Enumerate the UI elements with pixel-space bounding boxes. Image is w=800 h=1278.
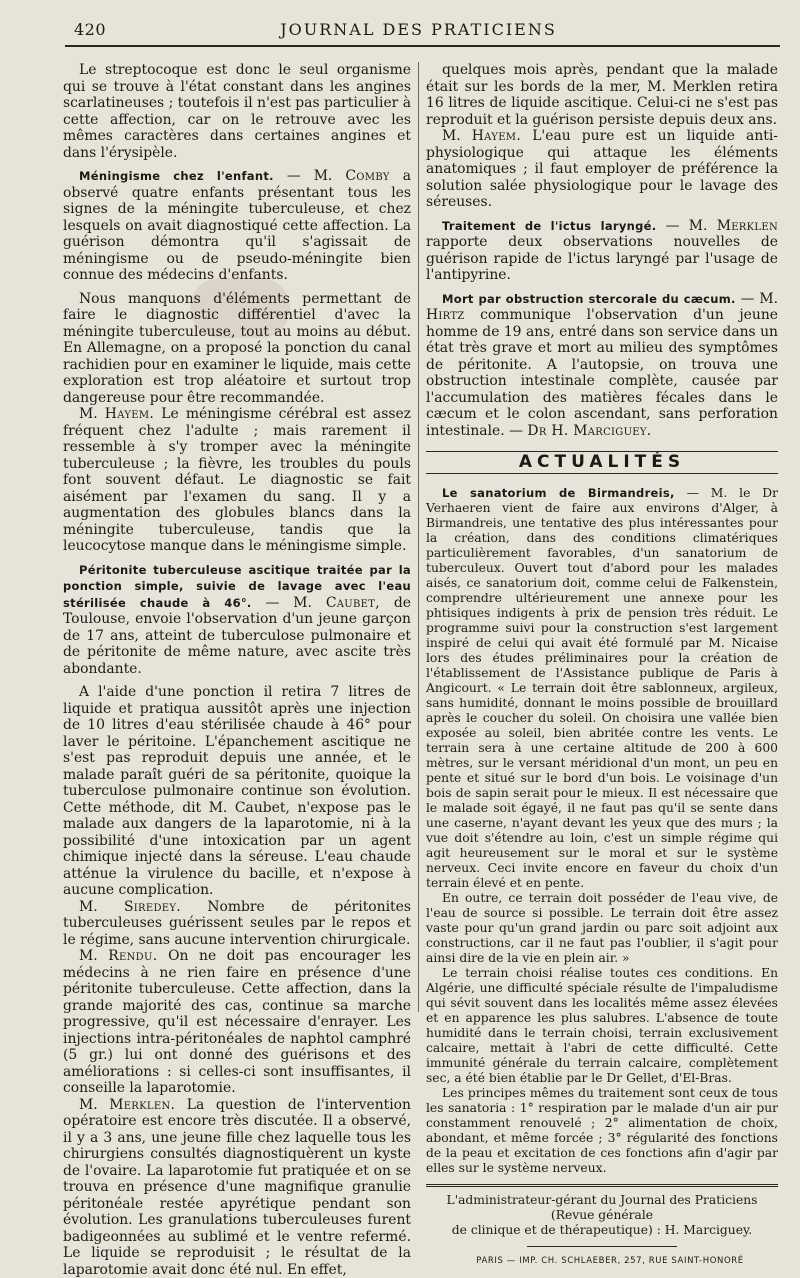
page-number: 420 <box>74 20 106 39</box>
paragraph-body: On ne doit pas encourager les médecins à ne rien faire en présence d'une péritonite tuberculeuse. Cette affection, dans la grande majorité des cas, continue sa marche progressive, qu'il est nécessaire d'enrayer. Les injections intra-péritonéales de naphtol camphré (5 gr.) lui ont donné des guérisons et des améliorations : si celles-ci sont insuffisantes, il conseille la laparotomie. <box>63 948 411 1096</box>
printer-imprint: PARIS — IMP. CH. SCHLAEBER, 257, RUE SAINT-HONORÉ <box>426 1253 778 1270</box>
section-lede: Traitement de l'ictus laryngé. <box>442 219 656 233</box>
author-name: Rendu. <box>108 948 157 964</box>
actualites-block <box>426 486 778 1176</box>
paragraph: quelques mois après, pendant que la malade était sur les bords de la mer, M. Merklen retira 16 litres de liquide ascitique. Celui-ci ne s'est pas reproduit et la guérison persiste depuis deux ans. <box>426 62 778 128</box>
printer-rule <box>527 1246 677 1247</box>
paragraph-meningisme: Méningisme chez l'enfant. — M. Comby a observé quatre enfants présentant tous les signes de la méningite tuberculeuse, et chez lesquels on avait diagnostiqué cette affection. La guérison démontra qu'il s'agissait de méningisme ou de pseudo-méningite bien connue des médecins d'enfants. <box>63 168 411 284</box>
author-name: Caubet, <box>326 595 380 611</box>
journal-title: JOURNAL DES PRATICIENS <box>62 20 775 39</box>
paragraph: En outre, ce terrain doit posséder de l'eau vive, de l'eau de source si possible. Le terrain doit être assez vaste pour qu'un grand jardin ou parc soit adjoint aux constructions, car il ne faut pas l'oublier, il s'agit pour ainsi dire de la vie en plein air. » <box>426 891 778 966</box>
paragraph-hayem: M. Hayem. Le méningisme cérébral est assez fréquent chez l'adulte ; mais rarement il ressemble à s'y tromper avec la méningite tuberculeuse ; la fièvre, les troubles du pouls font souvent défaut. Le diagnostic se fait aisément par l'examen du sang. Il y a augmentation des globules blancs dans la méningite tuberculeuse, tandis que la leucocytose manque dans le méningisme simple. <box>63 406 411 555</box>
paragraph: Nous manquons d'éléments permettant de faire le diagnostic différentiel d'avec la méningite tuberculeuse, tout au moins au début. En Allemagne, on a proposé la ponction du canal rachidien pour en examiner le liquide, mais cette exploration est trop aléatoire et surtout trop dangereuse pour être recommandée. <box>63 291 411 407</box>
author-name: Siredey. <box>124 899 181 915</box>
paragraph-body: de Toulouse, envoie l'observation d'un jeune garçon de 17 ans, atteint de tuberculose pulmonaire et de péritonite de même nature, avec ascite très abondante. <box>63 595 411 677</box>
page-header <box>62 18 775 44</box>
paragraph-ictus: Traitement de l'ictus laryngé. — M. Merklen rapporte deux observations nouvelles de guérison rapide de l'ictus laryngé par l'usage de l'antipyrine. <box>426 218 778 284</box>
paragraph-body: Nombre de péritonites tuberculeuses guérissent seules par le repos et le régime, sans aucune intervention chirurgicale. <box>63 899 411 948</box>
paragraph-rendu: M. Rendu. On ne doit pas encourager les médecins à ne rien faire en présence d'une péritonite tuberculeuse. Cette affection, dans la grande majorité des cas, continue sa marche progressive, qu'il est nécessaire d'enrayer. Les injections intra-péritonéales de naphtol camphré (5 gr.) lui ont donné des guérisons et des améliorations : si celles-ci sont insuffisantes, il conseille la laparotomie. <box>63 948 411 1097</box>
paragraph: Les principes mêmes du traitement sont ceux de tous les sanatoria : 1° respiration par le malade d'un air pur constamment renouvelé ; 2° alimentation de choix, abondant, et même forcée ; 3° régularité des fonctions de la peau et excitation de ces fonctions afin d'agir par elles sur le système nerveux. <box>426 1086 778 1176</box>
section-lede: Mort par obstruction stercorale du cæcum. <box>442 292 736 306</box>
author-name: Hirtz <box>426 307 465 323</box>
author-name: Hayem. <box>472 128 521 144</box>
paragraph-body: a observé quatre enfants présentant tous les signes de la méningite tuberculeuse, et chez lesquels on avait diagnostiqué cette affection. La guérison démontra qu'il s'agissait de méningisme ou de pseudo-méningite bien connue des médecins d'enfants. <box>63 168 411 283</box>
paragraph-body: La question de l'intervention opératoire est encore très discutée. Il a observé, il y a 3 ans, une jeune fille chez laquelle tous les chirurgiens consultés diagnostiquèrent un kyste de l'ovaire. La laparotomie fut pratiquée et on se trouva en présence d'une magnifique granulie péritonéale restée apyrétique pendant son évolution. Les granulations tuberculeuses furent badigeonnées au sublimé et le ventre refermé. Le liquide se reproduisit ; le résultat de la laparotomie avait donc été nul. En effet, <box>63 1097 411 1278</box>
paragraph-obstruction: Mort par obstruction stercorale du cæcum. — M. Hirtz communique l'observation d'un jeune homme de 19 ans, entré dans son service dans un état très grave et mort au milieu des symptômes de péritonite. A l'autopsie, on trouva une obstruction intestinale complète, causée par l'accumulation des matières fécales dans le cæcum et le colon ascendant, sans perforation intestinale. — Dr H. Marciguey. <box>426 291 778 440</box>
paragraph: A l'aide d'une ponction il retira 7 litres de liquide et pratiqua aussitôt après une injection de 10 litres d'eau stérilisée chaude à 46° pour laver le péritoine. L'épanchement ascitique ne s'est pas reproduit depuis une année, et le malade paraît guéri de sa péritonite, quoique la tuberculose pulmonaire continue son évolution. Cette méthode, dit M. Caubet, n'expose pas le malade aux dangers de la laparotomie, ni à la possibilité d'une intoxication par un agent chimique injecté dans la séreuse. L'eau chaude atténue la virulence du bacille, et n'expose à aucune complication. <box>63 684 411 899</box>
paragraph-body: L'eau pure est un liquide anti-physiologique qui attaque les éléments anatomiques ; il faut employer de préférence la solution salée physiologique pour le lavage des séreuses. <box>426 128 778 210</box>
administrator-line: L'administrateur-gérant du Journal des Praticiens (Revue générale <box>426 1193 778 1223</box>
paragraph-merklen: M. Merklen. La question de l'intervention opératoire est encore très discutée. Il a observé, il y a 3 ans, une jeune fille chez laquelle tous les chirurgiens consultés diagnostiquèrent un kyste de l'ovaire. La laparotomie fut pratiquée et on se trouva en présence d'une magnifique granulie péritonéale restée apyrétique pendant son évolution. Les granulations tuberculeuses furent badigeonnées au sublimé et le ventre refermé. Le liquide se reproduisit ; le résultat de la laparotomie avait donc été nul. En effet, <box>63 1097 411 1278</box>
paragraph-body: rapporte deux observations nouvelles de guérison rapide de l'ictus laryngé par l'usage de l'antipyrine. <box>426 234 778 283</box>
paragraph: Le terrain choisi réalise toutes ces conditions. En Algérie, une difficulté spéciale résulte de l'impaludisme qui sévit souvent dans les localités même assez élevées et en apparence les plus salubres. L'absence de toute humidité dans le terrain choisi, terrain exclusivement calcaire, mettait à l'abri de cette difficulté. Cette immunité générale du terrain calcaire, complètement sec, a été bien établie par le Dr Gellet, d'El-Bras. <box>426 966 778 1086</box>
paragraph: Le streptocoque est donc le seul organisme qui se trouve à l'état constant dans les angines scarlatineuses ; toutefois il n'est pas particulier à cette affection, car on le retrouve avec les mêmes caractères dans certaines angines et dans l'érysipèle. <box>63 62 411 161</box>
right-column <box>426 62 778 1012</box>
paragraph-siredey: M. Siredey. Nombre de péritonites tuberculeuses guérissent seules par le repos et le régime, sans aucune intervention chirurgicale. <box>63 899 411 949</box>
author-name: Hayem. <box>105 406 154 422</box>
signature: Dr H. Marciguey. <box>527 423 651 439</box>
column-divider <box>418 62 419 1012</box>
paragraph-body: Le méningisme cérébral est assez fréquent chez l'adulte ; mais rarement il ressemble à s'y tromper avec la méningite tuberculeuse ; la fièvre, les troubles du pouls font souvent défaut. Le diagnostic se fait aisément par l'examen du sang. Il y a augmentation des globules blancs dans la méningite tuberculeuse, tandis que la leucocytose manque dans le méningisme simple. <box>63 406 411 554</box>
footer-rule <box>426 1184 778 1187</box>
section-lede: Méningisme chez l'enfant. <box>79 169 274 183</box>
author-name: Merklen <box>717 218 778 234</box>
author-name: Merklen. <box>109 1097 175 1113</box>
paragraph-sanatorium <box>426 486 778 891</box>
section-lede: Péritonite tuberculeuse ascitique traitée par la ponction simple, suivie de lavage avec l'eau stérilisée chaude à 46°. <box>63 563 411 610</box>
paragraph-body: — M. le Dr Verhaeren vient de faire aux environs d'Alger, à Birmandreis, une tentative des plus intéressantes pour la création, dans des conditions climatériques particulièrement favorables, d'un sanatorium de tuberculeux. Ouvert tout d'abord pour les malades aisés, ce sanatorium doit, comme celui de Falkenstein, comprendre ultérieurement une annexe pour les phtisiques indigents à prix de pension très réduit. Le programme suivi pour la construction s'est largement inspiré de celui qui avait été formulé par M. Nicaise lors des études préliminaires pour la création de l'établissement de l'Assistance publique de Paris à Angicourt. « Le terrain doit être sablonneux, argileux, sans humidité, donnant le moins possible de brouillard après le coucher du soleil. On choisira une vallée bien exposée au soleil, bien abritée contre les vents. Le terrain sera à une certaine altitude de 200 à 600 mètres, sur le versant méridional d'un mont, un peu en pente et situé sur le bord d'un bois. Le voisinage d'un bois de sapin serait pour le mieux. Il est nécessaire que le malade soit égayé, il ne faut pas qu'il se sente dans une caserne, n'ayant devant les yeux que des murs ; la vue doit s'étendre au loin, c'est un simple régime qui agit heureusement sur le moral et sur le système nerveux. Ceci invite encore en faveur du choix d'un terrain élevé et en pente. <box>426 486 778 890</box>
left-column <box>63 62 411 1012</box>
paragraph-hayem: M. Hayem. L'eau pure est un liquide anti-physiologique qui attaque les éléments anatomiques ; il faut employer de préférence la solution salée physiologique pour le lavage des séreuses. <box>426 128 778 211</box>
author-name: Comby <box>345 168 389 184</box>
section-lede: Le sanatorium de Birmandreis, <box>442 486 675 500</box>
administrator-line: de clinique et de thérapeutique) : H. Marciguey. <box>426 1223 778 1238</box>
section-title-actualites: ACTUALITÉS <box>426 451 778 474</box>
paragraph-body: communique l'observation d'un jeune homme de 19 ans, entré dans son service dans un état très grave et mort au milieu des symptômes de péritonite. A l'autopsie, on trouva une obstruction intestinale complète, causée par l'accumulation des matières fécales dans le cæcum et le colon ascendant, sans perforation intestinale. — <box>426 307 778 439</box>
header-rule <box>65 45 780 47</box>
paragraph-peritonite: Péritonite tuberculeuse ascitique traitée par la ponction simple, suivie de lavage avec l'eau stérilisée chaude à 46°. — M. Caubet, de Toulouse, envoie l'observation d'un jeune garçon de 17 ans, atteint de tuberculose pulmonaire et de péritonite de même nature, avec ascite très abondante. <box>63 562 411 678</box>
